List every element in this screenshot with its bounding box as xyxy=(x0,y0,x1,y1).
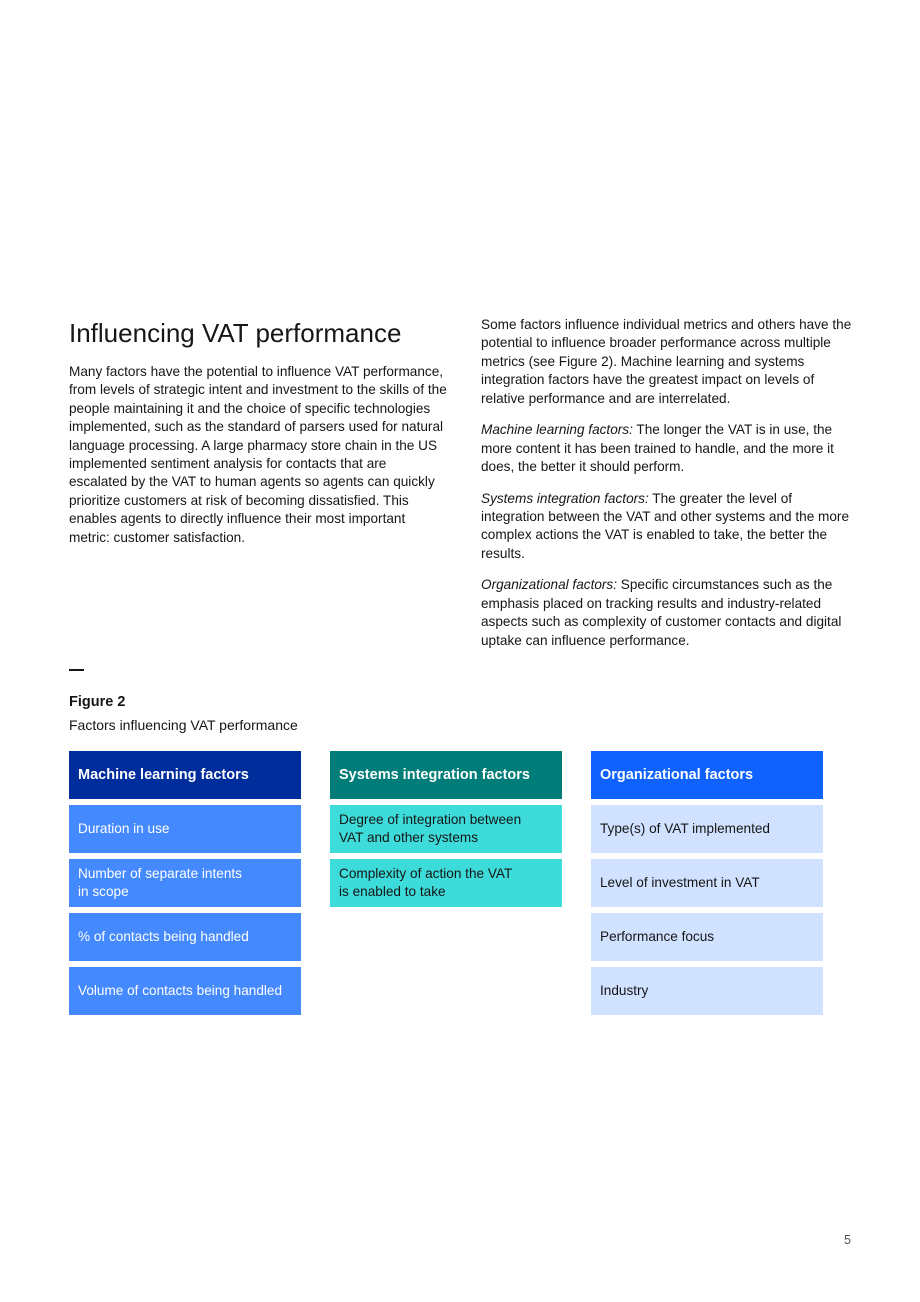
factors-intro-paragraph: Some factors influence individual metrics and others have the potential to influence broader performance across multiple metrics (see Figure 2). Machine learning and systems integration factors have the greatest impact on levels of relative performance and are interrelated. xyxy=(481,317,852,406)
ml-factors-paragraph xyxy=(481,421,853,476)
factor-cell xyxy=(69,859,301,907)
factor-label: Performance focus xyxy=(600,929,715,945)
right-column xyxy=(481,316,853,663)
si-factors-text: The greater the level of integration between the VAT and other systems and the more complex actions the VAT is enabled to take, the better the results. xyxy=(481,490,849,561)
factor-label: Duration in use xyxy=(78,821,170,837)
factor-cell xyxy=(591,805,823,853)
factor-label: Type(s) of VAT implemented xyxy=(600,821,770,837)
factor-label: Degree of integration between VAT and other systems xyxy=(339,812,522,845)
figure-label: Figure 2 xyxy=(69,694,126,710)
factor-cell xyxy=(330,805,562,853)
factor-label: Complexity of action the VAT is enabled to take xyxy=(339,866,513,899)
ml-factors-column xyxy=(69,751,301,1021)
factor-cell xyxy=(591,859,823,907)
factor-label: Volume of contacts being handled xyxy=(78,983,283,999)
org-factors-text: Specific circumstances such as the emphasis placed on tracking results and industry-related aspects such as complexity of customer contacts and digital uptake can influence performance. xyxy=(481,577,842,648)
factor-cell xyxy=(69,805,301,853)
intro-paragraph: Many factors have the potential to influence VAT performance, from levels of strategic intent and investment to the skills of the people maintaining it and the choice of specific technologies implemented, such as the standard of parsers used for natural language processing. A large pharmacy store chain in the US implemented sentiment analysis for contacts that are escalated by the VAT to human agents so agents can quickly prioritize customers at risk of becoming dissatisfied. This enables agents to directly influence their most important metric: customer satisfaction. xyxy=(69,364,447,545)
figure-divider xyxy=(69,669,84,671)
si-factors-column xyxy=(330,751,562,913)
factor-cell xyxy=(69,913,301,961)
org-factors-paragraph xyxy=(481,576,853,650)
org-factors-header: Organizational factors xyxy=(591,751,823,799)
left-column xyxy=(69,318,447,547)
factor-label: % of contacts being handled xyxy=(78,929,249,945)
factor-label: Industry xyxy=(600,983,649,999)
factor-cell xyxy=(591,967,823,1015)
si-factors-label: Systems integration factors: xyxy=(481,490,649,506)
factor-cell xyxy=(330,859,562,907)
ml-factors-header: Machine learning factors xyxy=(69,751,301,799)
figure-caption: Factors influencing VAT performance xyxy=(69,717,298,733)
si-factors-header: Systems integration factors xyxy=(330,751,562,799)
org-factors-column xyxy=(591,751,823,1021)
section-heading: Influencing VAT performance xyxy=(69,318,402,348)
ml-factors-text: The longer the VAT is in use, the more content it has been trained to handle, and the more it does, the better it should perform. xyxy=(481,422,834,475)
ml-factors-label: Machine learning factors: xyxy=(481,422,633,438)
factor-label: Level of investment in VAT xyxy=(600,875,760,891)
si-factors-paragraph xyxy=(481,490,853,564)
factor-cell xyxy=(69,967,301,1015)
org-factors-label: Organizational factors: xyxy=(481,577,618,593)
factor-cell xyxy=(591,913,823,961)
page-number: 5 xyxy=(844,1233,851,1247)
factor-label: Number of separate intents in scope xyxy=(78,866,242,899)
